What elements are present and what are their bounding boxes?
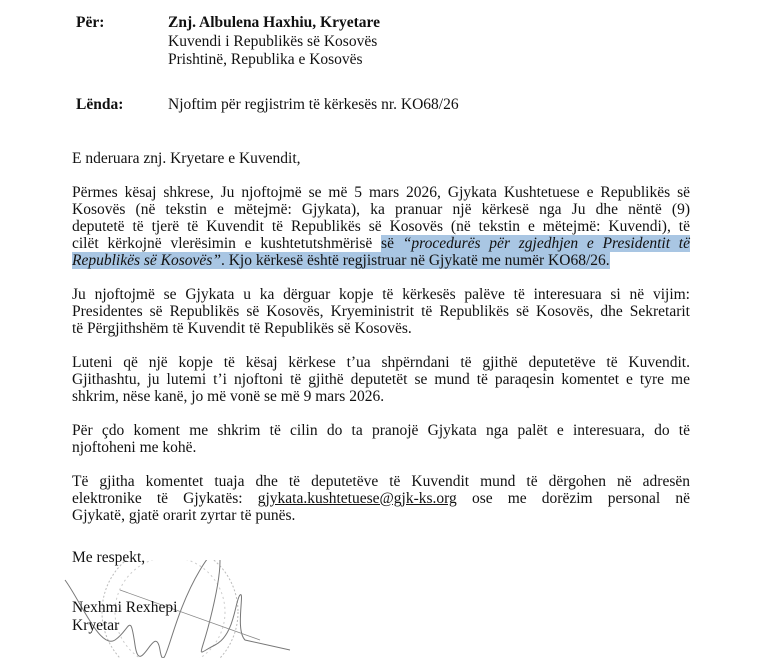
highlighted-text[interactable] (381, 235, 690, 252)
text-line: Kosovës (në tekstin e mëtejmë: Gjykata), ka pranuar një kërkesë nga Ju dhe nëntë (9) (72, 201, 690, 218)
text-segment: . Kjo kërkesë është regjistruar në Gjykatë me numër KO68/26. (220, 252, 610, 269)
text-line: njoftoheni me kohë. (72, 439, 197, 456)
text-line: Për çdo koment me shkrim të cilin do ta pranojë Gjykata nga palët e interesuara, do të (72, 422, 690, 439)
italic-text: “procedurës për zgjedhjen e Presidentit të (402, 235, 690, 252)
text-line (72, 252, 690, 269)
text-line: Të gjitha komentet tuaja dhe të deputetëve të Kuvendit mund të dërgohen në adresën (72, 473, 690, 490)
closing: Me respekt, (72, 549, 146, 566)
text-segment: ose me dorëzim personal në (456, 490, 690, 507)
text-segment: së (381, 235, 403, 252)
text-line: Luteni që një kopje të kësaj kërkese t’ua shpërndani të gjithë deputetëve të Kuvendit. (72, 354, 690, 371)
text-line: shkrim, nëse kanë, jo më vonë se më 9 mars 2026. (72, 388, 385, 405)
text-line: të Përgjithshëm të Kuvendit të Republikës së Kosovës. (72, 320, 412, 337)
subject-label: Lënda: (76, 96, 124, 113)
text-line: Ju njoftojmë se Gjykata u ka dërguar kopje të kërkesës palëve të interesuara si në vijim: (72, 286, 690, 303)
text-line (72, 490, 690, 507)
to-label: Për: (76, 14, 105, 31)
recipient-org: Kuvendi i Republikës së Kosovës (168, 33, 378, 50)
highlighted-text[interactable] (72, 252, 610, 269)
italic-text: Republikës së Kosovës” (72, 252, 221, 269)
text-line: deputetë të tjerë të Kuvendit të Republikës së Kosovës (në tekstin e mëtejmë: Kuvendi), të (72, 218, 690, 235)
text-segment: elektronike të Gjykatës: (72, 490, 258, 507)
subject-text: Njoftim për regjistrim të kërkesës nr. KO68/26 (168, 96, 459, 113)
text-segment: cilët kërkojnë vlerësimin e kushtetutshmërisë (72, 235, 382, 252)
email-link[interactable]: gjykata.kushtetuese@gjk-ks.org (257, 490, 457, 507)
text-line: Përmes kësaj shkrese, Ju njoftojmë se më 5 mars 2026, Gjykata Kushtetuese e Republikës së (72, 184, 690, 201)
signatory-name: Nexhmi Rexhepi (72, 599, 178, 616)
salutation: E nderuara znj. Kryetare e Kuvendit, (72, 150, 301, 167)
text-line: Presidentes së Republikës së Kosovës, Kryeministrit të Republikës së Kosovës, dhe Sekretarit (72, 303, 690, 320)
text-line (72, 235, 690, 252)
recipient-address: Prishtinë, Republika e Kosovës (168, 51, 363, 68)
text-line: Gjithashtu, ju lutemi t’i njoftoni të gjithë deputetët se mund të paraqesin komentet e tyre me (72, 371, 690, 388)
signatory-title: Kryetar (72, 617, 120, 634)
recipient-name: Znj. Albulena Haxhiu, Kryetare (168, 14, 380, 31)
text-line: Gjykatë, gjatë orarit zyrtar të punës. (72, 507, 296, 524)
